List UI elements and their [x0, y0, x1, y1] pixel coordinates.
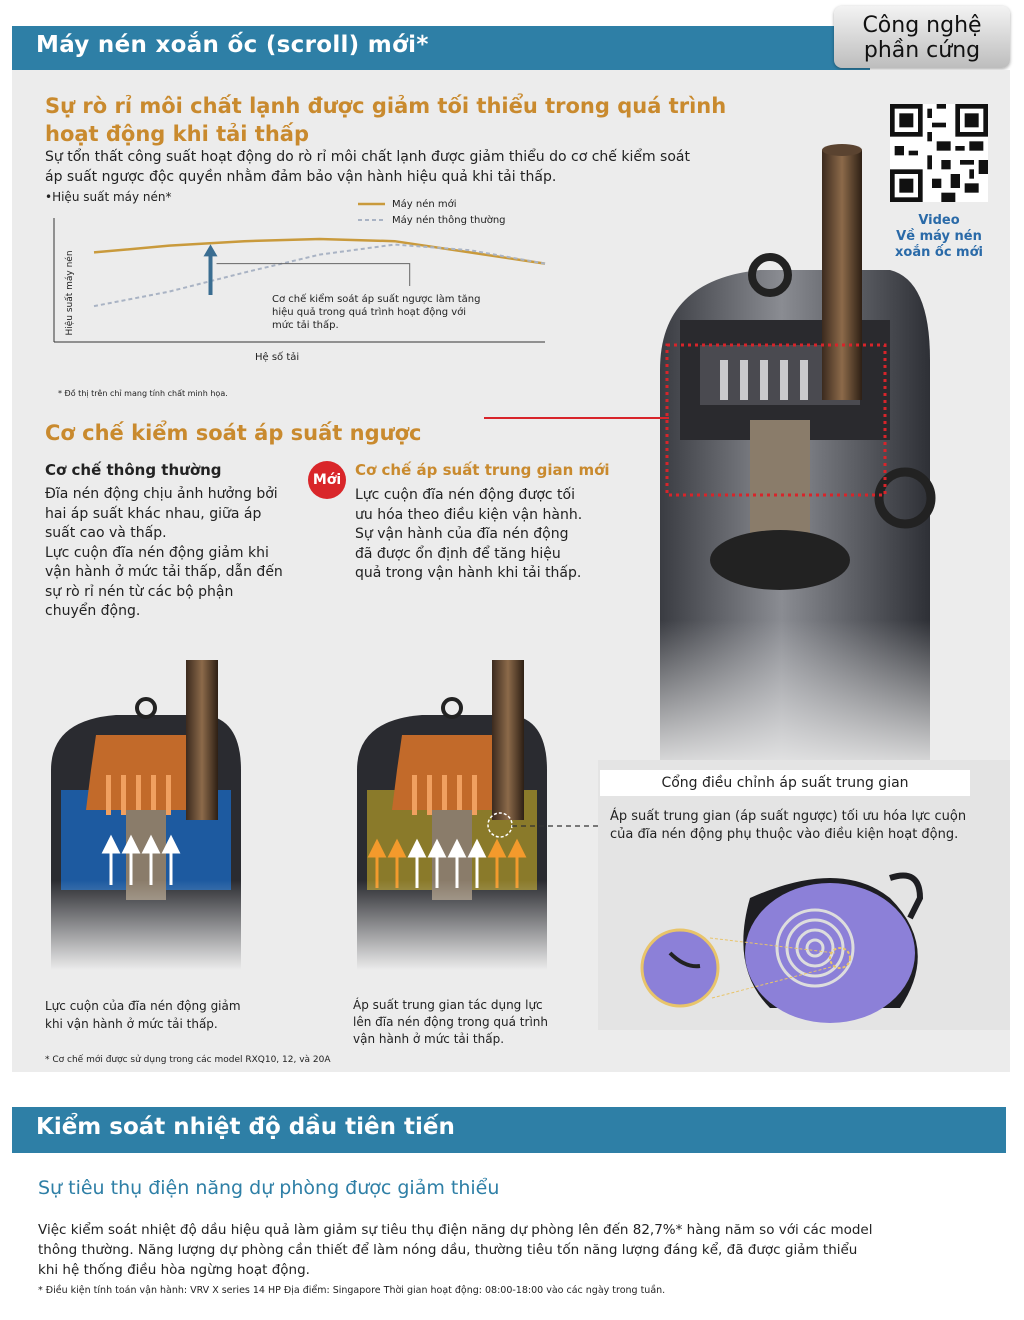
legend-new-label: Máy nén mới — [392, 199, 457, 210]
conventional-line-4: Lực cuộn đĩa nén động giảm khi — [45, 544, 269, 561]
new-caption-line-1: Áp suất trung gian tác dụng lực — [353, 998, 543, 1012]
chart-title: •Hiệu suất máy nén* — [45, 190, 172, 204]
leak-heading-line-1: Sự rò rỉ môi chất lạnh được giảm tối thiểu trong quá trình — [45, 94, 727, 118]
section2-body — [38, 1220, 873, 1280]
conventional-line-1: Đĩa nén động chịu ảnh hưởng bởi — [45, 486, 278, 502]
chart-ylabel: Hiệu suất máy nén — [65, 250, 75, 336]
port-callout-line-2: của đĩa nén động phụ thuộc vào điều kiện hoạt động. — [610, 827, 959, 842]
section2-subtitle: Sự tiêu thụ điện năng dự phòng được giảm thiểu — [38, 1177, 500, 1199]
conventional-body — [45, 485, 283, 622]
backpressure-heading: Cơ chế kiểm soát áp suất ngược — [45, 421, 422, 445]
new-line-1: Lực cuộn đĩa nén động được tối — [355, 487, 575, 503]
conventional-line-2: hai áp suất khác nhau, giữa áp — [45, 505, 262, 522]
video-link-line-2: Về máy nén — [896, 229, 982, 244]
chart-annotation — [272, 293, 480, 332]
chart-annotation-line-3: mức tải thấp. — [272, 320, 339, 331]
conventional-caption — [45, 997, 241, 1033]
leak-body — [45, 147, 690, 187]
new-caption — [353, 997, 548, 1048]
new-caption-line-2: lên đĩa nén động trong quá trình — [353, 1015, 548, 1029]
new-title: Cơ chế áp suất trung gian mới — [355, 461, 610, 479]
scroll-plate-icon — [640, 858, 1010, 1028]
conventional-caption-line-2: khi vận hành ở mức tải thấp. — [45, 1017, 218, 1031]
new-badge: Mới — [308, 461, 346, 499]
conventional-line-7: chuyển động. — [45, 603, 141, 619]
new-line-5: quả trong vận hành khi tải thấp. — [355, 565, 582, 581]
section2-title: Kiểm soát nhiệt độ dầu tiên tiến — [36, 1114, 455, 1140]
chart-annotation-line-2: hiệu quả trong quá trình hoạt động với — [272, 307, 467, 318]
conventional-caption-line-1: Lực cuộn của đĩa nén động giảm — [45, 999, 241, 1013]
conventional-compressor-icon — [46, 660, 246, 970]
chart-xlabel: Hệ số tải — [255, 352, 300, 363]
backpressure-footnote: * Cơ chế mới được sử dụng trong các model RXQ10, 12, và 20A — [45, 1055, 331, 1065]
leak-body-line-2: áp suất ngược độc quyền nhằm đảm bảo vận hành hiệu quả khi tải thấp. — [45, 169, 557, 185]
video-link[interactable] — [884, 213, 994, 261]
annotation-leader — [217, 264, 410, 286]
video-link-line-1: Video — [918, 213, 960, 228]
new-line-2: ưu hóa theo điều kiện vận hành. — [355, 506, 583, 523]
chart-footnote: * Đồ thị trên chỉ mang tính chất minh họa. — [58, 389, 228, 398]
conventional-line-3: suất cao và thấp. — [45, 525, 167, 541]
new-line-3: Sự vận hành của đĩa nén động — [355, 526, 569, 542]
leak-heading — [45, 92, 726, 148]
leak-body-line-1: Sự tổn thất công suất hoạt động do rò rỉ môi chất lạnh được giảm thiểu do cơ chế kiểm soát — [45, 149, 690, 165]
leader-line — [484, 412, 669, 422]
leak-heading-line-2: hoạt động khi tải thấp — [45, 122, 309, 146]
qr-code-icon[interactable] — [890, 104, 988, 202]
category-tag — [834, 6, 1010, 68]
section2-footnote: * Điều kiện tính toán vận hành: VRV X series 14 HP Địa điểm: Singapore Thời gian hoạt động: 08:00-18:00 vào các ngày trong tuần. — [38, 1285, 666, 1296]
section1-title: Máy nén xoắn ốc (scroll) mới* — [36, 32, 429, 58]
tag-line-1: Công nghệ — [862, 13, 982, 38]
section2-line-2: thông thường. Năng lượng dự phòng cần thiết để làm nóng dầu, thường tiêu tốn năng lượng đáng kể, đã được giảm thiểu — [38, 1242, 858, 1258]
new-line-4: đã được ổn định để tăng hiệu — [355, 545, 561, 562]
port-callout-line-1: Áp suất trung gian (áp suất ngược) tối ưu hóa lực cuộn — [610, 809, 967, 824]
video-link-line-3: xoắn ốc mới — [895, 245, 983, 260]
port-leader-line — [512, 822, 602, 830]
new-caption-line-3: vận hành ở mức tải thấp. — [353, 1032, 505, 1046]
conventional-line-5: vận hành ở mức tải thấp, dẫn đến — [45, 564, 283, 580]
section2-line-1: Việc kiểm soát nhiệt độ dầu hiệu quả làm giảm sự tiêu thụ điện năng dự phòng lên đến 82,7%* hàng năm so với các model — [38, 1222, 873, 1238]
port-callout-title: Cổng điều chỉnh áp suất trung gian — [600, 770, 970, 796]
section2-line-3: khi hệ thống điều hòa ngừng hoạt động. — [38, 1262, 310, 1278]
new-compressor-icon — [352, 660, 552, 970]
series-line-new — [94, 239, 545, 264]
legend-conv-label: Máy nén thông thường — [392, 215, 506, 226]
conventional-title: Cơ chế thông thường — [45, 461, 222, 479]
conventional-line-6: sự rò rỉ nén từ các bộ phận — [45, 583, 234, 600]
chart-annotation-line-1: Cơ chế kiểm soát áp suất ngược làm tăng — [272, 294, 481, 305]
improvement-arrowhead — [204, 244, 218, 256]
port-callout-body — [610, 808, 966, 844]
new-body — [355, 486, 582, 584]
tag-line-2: phần cứng — [863, 38, 981, 63]
